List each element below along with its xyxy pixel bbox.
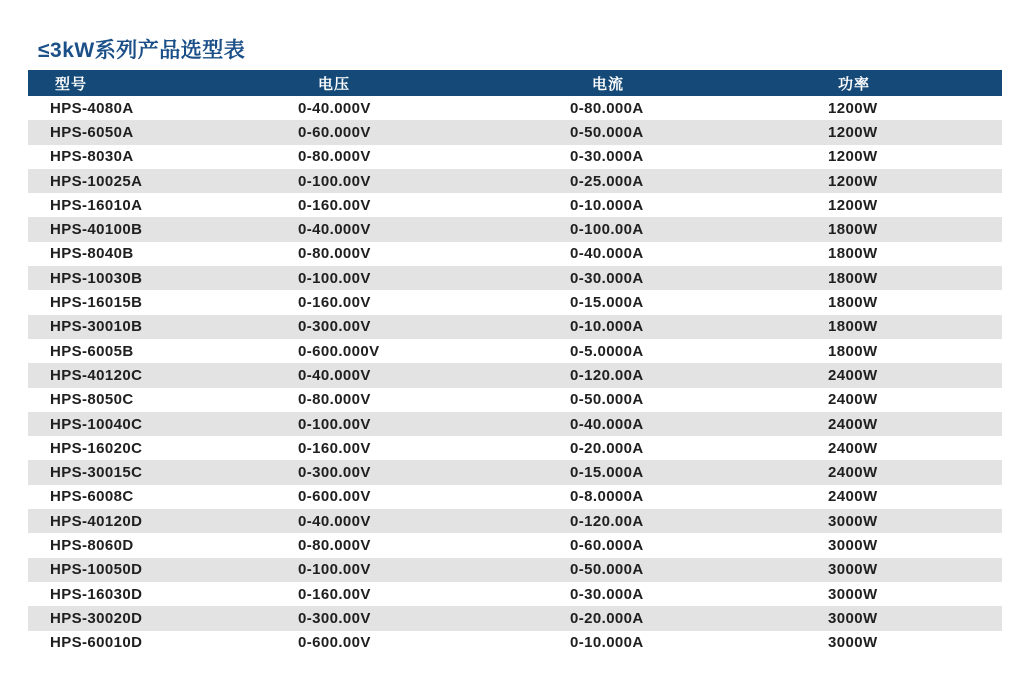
cell-power: 2400W [828,439,878,457]
cell-power: 3000W [828,585,878,603]
cell-model: HPS-6005B [50,342,134,360]
cell-model: HPS-6050A [50,123,134,141]
cell-voltage: 0-40.000V [298,512,371,530]
cell-model: HPS-8040B [50,245,134,263]
table-row [28,412,1002,436]
cell-voltage: 0-100.00V [298,415,371,433]
table-row [28,242,1002,266]
cell-power: 3000W [828,512,878,530]
cell-model: HPS-30010B [50,318,143,336]
cell-current: 0-10.000A [570,318,644,336]
column-header-power: 功率 [838,75,871,93]
cell-current: 0-100.00A [570,221,644,239]
cell-current: 0-40.000A [570,415,644,433]
cell-power: 2400W [828,391,878,409]
cell-model: HPS-60010D [50,634,143,652]
cell-voltage: 0-160.00V [298,585,371,603]
table-row [28,606,1002,630]
cell-current: 0-10.000A [570,634,644,652]
cell-power: 3000W [828,536,878,554]
table-row [28,120,1002,144]
cell-voltage: 0-160.00V [298,439,371,457]
cell-power: 1800W [828,318,878,336]
table-row [28,169,1002,193]
cell-current: 0-30.000A [570,585,644,603]
cell-current: 0-30.000A [570,269,644,287]
cell-current: 0-60.000A [570,536,644,554]
cell-model: HPS-40120C [50,366,143,384]
table-row [28,631,1002,655]
cell-model: HPS-16020C [50,439,143,457]
cell-current: 0-20.000A [570,609,644,627]
cell-power: 3000W [828,561,878,579]
table-row [28,533,1002,557]
cell-current: 0-25.000A [570,172,644,190]
cell-voltage: 0-600.00V [298,488,371,506]
table-row [28,217,1002,241]
cell-model: HPS-6008C [50,488,134,506]
cell-power: 1200W [828,196,878,214]
cell-model: HPS-10030B [50,269,143,287]
cell-power: 3000W [828,609,878,627]
cell-power: 2400W [828,415,878,433]
cell-voltage: 0-100.00V [298,561,371,579]
cell-current: 0-5.0000A [570,342,644,360]
cell-current: 0-120.00A [570,512,644,530]
cell-current: 0-50.000A [570,391,644,409]
cell-model: HPS-4080A [50,99,134,117]
cell-voltage: 0-600.000V [298,342,380,360]
table-row [28,96,1002,120]
table-body [28,96,1002,655]
cell-power: 2400W [828,366,878,384]
table-row [28,460,1002,484]
cell-model: HPS-40100B [50,221,143,239]
cell-voltage: 0-300.00V [298,464,371,482]
cell-current: 0-8.0000A [570,488,644,506]
cell-model: HPS-8050C [50,391,134,409]
product-selection-table [28,70,1002,655]
cell-power: 1800W [828,245,878,263]
cell-voltage: 0-80.000V [298,391,371,409]
cell-power: 1200W [828,99,878,117]
cell-model: HPS-10050D [50,561,143,579]
table-row [28,436,1002,460]
cell-power: 1800W [828,294,878,312]
cell-voltage: 0-600.00V [298,634,371,652]
cell-voltage: 0-100.00V [298,269,371,287]
cell-current: 0-40.000A [570,245,644,263]
cell-model: HPS-8060D [50,536,134,554]
column-header-current: 电流 [592,75,625,93]
cell-voltage: 0-100.00V [298,172,371,190]
cell-power: 1200W [828,123,878,141]
cell-current: 0-50.000A [570,123,644,141]
cell-power: 2400W [828,488,878,506]
table-header-row [28,70,1002,96]
cell-current: 0-30.000A [570,148,644,166]
cell-model: HPS-10040C [50,415,143,433]
cell-power: 1200W [828,148,878,166]
column-header-voltage: 电压 [318,75,351,93]
cell-voltage: 0-160.00V [298,196,371,214]
cell-voltage: 0-80.000V [298,148,371,166]
cell-power: 3000W [828,634,878,652]
table-row [28,363,1002,387]
table-row [28,485,1002,509]
table-row [28,582,1002,606]
cell-power: 1800W [828,269,878,287]
cell-model: HPS-16010A [50,196,143,214]
cell-current: 0-80.000A [570,99,644,117]
page-title: ≤3kW系列产品选型表 [38,39,246,62]
table-row [28,315,1002,339]
cell-model: HPS-30015C [50,464,143,482]
cell-current: 0-50.000A [570,561,644,579]
cell-current: 0-20.000A [570,439,644,457]
cell-model: HPS-16015B [50,294,143,312]
column-header-model: 型号 [55,75,88,93]
cell-current: 0-120.00A [570,366,644,384]
cell-current: 0-15.000A [570,464,644,482]
table-row [28,509,1002,533]
cell-model: HPS-30020D [50,609,143,627]
cell-model: HPS-8030A [50,148,134,166]
table-row [28,266,1002,290]
cell-voltage: 0-80.000V [298,536,371,554]
cell-voltage: 0-300.00V [298,318,371,336]
cell-model: HPS-10025A [50,172,143,190]
cell-voltage: 0-40.000V [298,99,371,117]
cell-voltage: 0-300.00V [298,609,371,627]
cell-power: 2400W [828,464,878,482]
cell-current: 0-15.000A [570,294,644,312]
table-row [28,145,1002,169]
cell-model: HPS-16030D [50,585,143,603]
cell-voltage: 0-60.000V [298,123,371,141]
cell-power: 1200W [828,172,878,190]
cell-voltage: 0-80.000V [298,245,371,263]
cell-voltage: 0-40.000V [298,366,371,384]
cell-voltage: 0-160.00V [298,294,371,312]
cell-voltage: 0-40.000V [298,221,371,239]
cell-power: 1800W [828,342,878,360]
table-row [28,339,1002,363]
table-row [28,388,1002,412]
table-row [28,193,1002,217]
table-row [28,558,1002,582]
cell-power: 1800W [828,221,878,239]
cell-model: HPS-40120D [50,512,143,530]
cell-current: 0-10.000A [570,196,644,214]
table-row [28,290,1002,314]
